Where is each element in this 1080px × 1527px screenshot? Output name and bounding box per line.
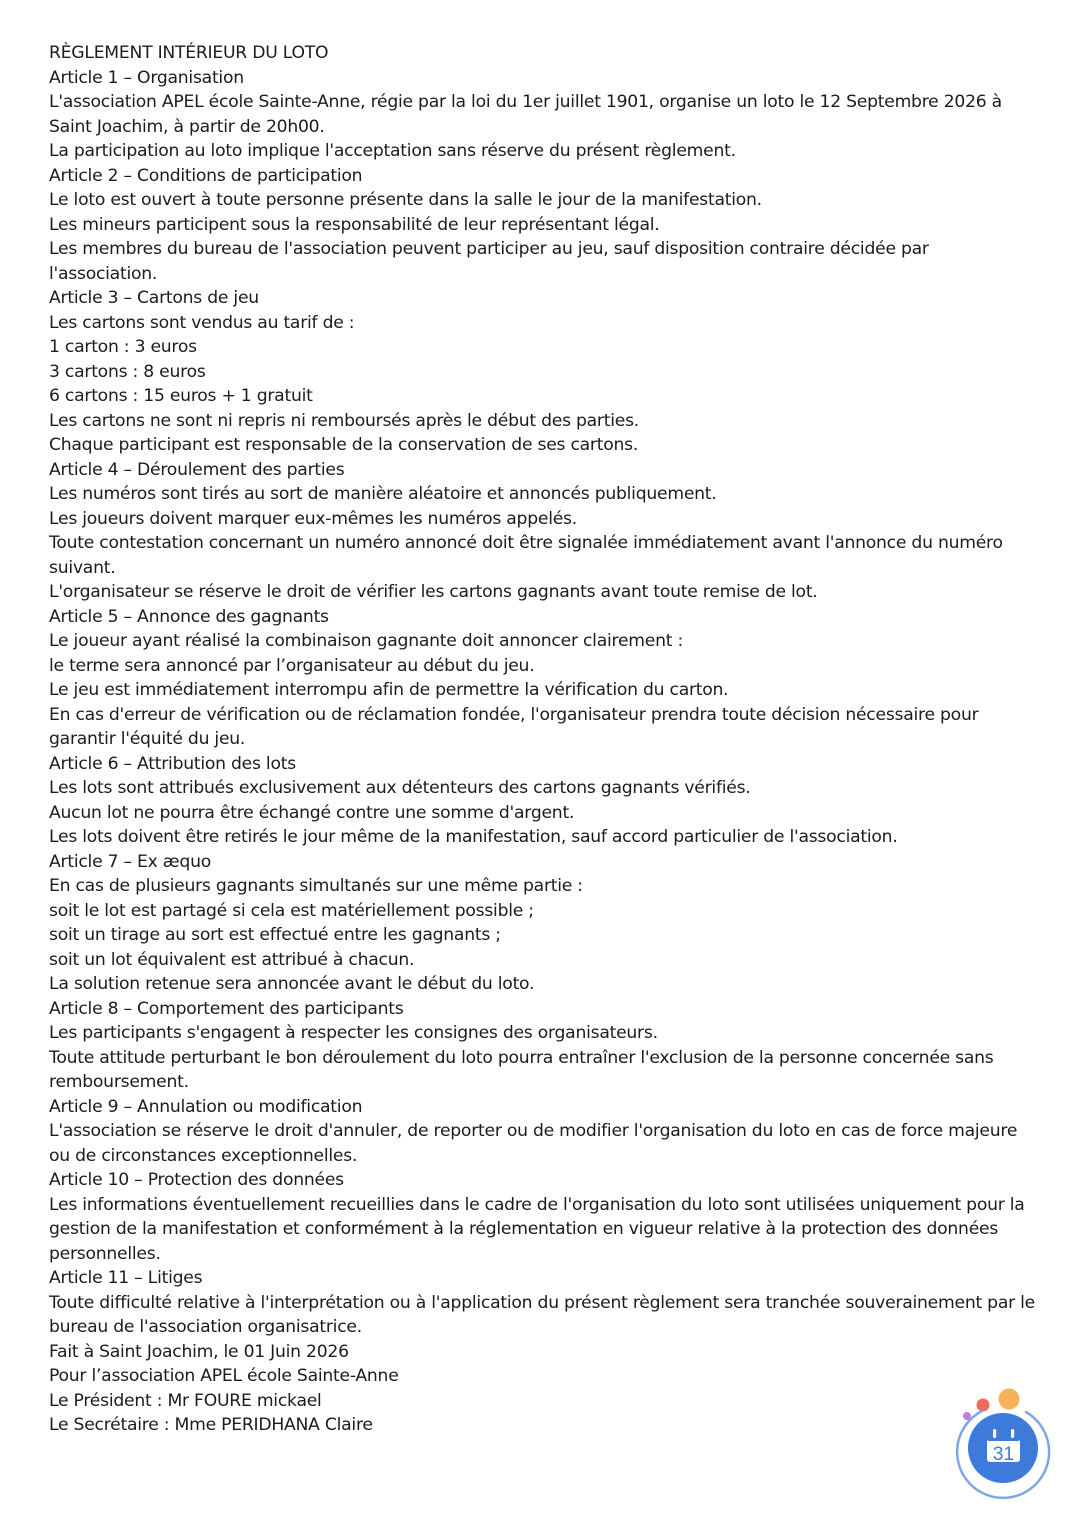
article-2-heading: Article 2 – Conditions de participation: [49, 165, 363, 186]
price-item: 1 carton : 3 euros: [49, 337, 197, 357]
rules-document: [49, 41, 1039, 1438]
calendar-icon: [948, 1382, 1058, 1500]
paragraph: Les membres du bureau de l'association peuvent participer au jeu, sauf disposition contraire décidée par l'association.: [49, 239, 929, 284]
paragraph: soit le lot est partagé si cela est matériellement possible ;: [49, 900, 534, 921]
paragraph: Les lots sont attribués exclusivement aux détenteurs des cartons gagnants vérifiés.: [49, 778, 751, 798]
calendar-ring-right: [1011, 1429, 1014, 1438]
price-item: 3 cartons : 8 euros: [49, 361, 206, 382]
paragraph: le terme sera annoncé par l’organisateur au début du jeu.: [49, 655, 535, 676]
paragraph: Aucun lot ne pourra être échangé contre une somme d'argent.: [49, 802, 575, 823]
article-3-heading: Article 3 – Cartons de jeu: [49, 288, 259, 308]
signature-president: Le Président : Mr FOURE mickael: [49, 1390, 322, 1411]
article-9-heading: Article 9 – Annulation ou modification: [49, 1096, 363, 1117]
price-item: 6 cartons : 15 euros + 1 gratuit: [49, 386, 313, 406]
paragraph: soit un lot équivalent est attribué à chacun.: [49, 949, 415, 970]
paragraph: La participation au loto implique l'acceptation sans réserve du présent règlement.: [49, 141, 736, 161]
paragraph: Le loto est ouvert à toute personne présente dans la salle le jour de la manifestation.: [49, 190, 762, 210]
calendar-ring-left: [993, 1429, 996, 1438]
paragraph: Chaque participant est responsable de la conservation de ses cartons.: [49, 435, 639, 455]
paragraph: Toute difficulté relative à l'interprétation ou à l'application du présent règlement sera tranchée souverainement par le bureau de l'association organisatrice.: [49, 1292, 1035, 1337]
paragraph: Toute attitude perturbant le bon déroulement du loto pourra entraîner l'exclusion de la personne concernée sans remboursement.: [49, 1047, 994, 1092]
paragraph: Les participants s'engagent à respecter les consignes des organisateurs.: [49, 1023, 658, 1043]
article-4-heading: Article 4 – Déroulement des parties: [49, 459, 345, 480]
paragraph: L'association se réserve le droit d'annuler, de reporter ou de modifier l'organisation du loto en cas de force majeure ou de circonstances exceptionnelles.: [49, 1121, 1018, 1166]
article-8-heading: Article 8 – Comportement des participants: [49, 998, 404, 1019]
article-11-heading: Article 11 – Litiges: [49, 1268, 203, 1288]
paragraph: Les cartons ne sont ni repris ni remboursés après le début des parties.: [49, 410, 640, 431]
paragraph: Toute contestation concernant un numéro annoncé doit être signalée immédiatement avant l'annonce du numéro suivant.: [49, 533, 1003, 578]
document-title: RÈGLEMENT INTÉRIEUR DU LOTO: [49, 43, 329, 63]
signature-secretary: Le Secrétaire : Mme PERIDHANA Claire: [49, 1415, 373, 1435]
paragraph: L'association APEL école Sainte-Anne, régie par la loi du 1er juillet 1901, organise un loto le 12 Septembre 2026 à Saint Joachim, à partir de 20h00.: [49, 92, 1002, 137]
calendar-header: [987, 1434, 1020, 1441]
article-1-heading: Article 1 – Organisation: [49, 67, 244, 88]
paragraph: Les numéros sont tirés au sort de manière aléatoire et annoncés publiquement.: [49, 484, 717, 504]
article-7-heading: Article 7 – Ex æquo: [49, 851, 211, 872]
paragraph: En cas d'erreur de vérification ou de réclamation fondée, l'organisateur prendra toute décision nécessaire pour garantir l'équité du jeu.: [49, 704, 979, 749]
paragraph: Les lots doivent être retirés le jour même de la manifestation, sauf accord particulier de l'association.: [49, 827, 898, 847]
paragraph: L'organisateur se réserve le droit de vérifier les cartons gagnants avant toute remise de lot.: [49, 582, 818, 602]
paragraph: Les cartons sont vendus au tarif de :: [49, 312, 355, 333]
signature-place-date: Fait à Saint Joachim, le 01 Juin 2026: [49, 1341, 349, 1362]
article-5-heading: Article 5 – Annonce des gagnants: [49, 606, 329, 627]
decorative-dot-medium: [977, 1399, 990, 1412]
decorative-dot-large: [999, 1389, 1020, 1410]
paragraph: En cas de plusieurs gagnants simultanés sur une même partie :: [49, 876, 583, 896]
paragraph: La solution retenue sera annoncée avant le début du loto.: [49, 974, 535, 994]
article-10-heading: Article 10 – Protection des données: [49, 1170, 344, 1190]
paragraph: Le jeu est immédiatement interrompu afin de permettre la vérification du carton.: [49, 680, 729, 700]
paragraph: Les joueurs doivent marquer eux-mêmes les numéros appelés.: [49, 508, 577, 529]
calendar-day-number: 31: [992, 1444, 1015, 1465]
article-6-heading: Article 6 – Attribution des lots: [49, 753, 296, 774]
calendar-badge[interactable]: [948, 1382, 1058, 1500]
signature-association: Pour l’association APEL école Sainte-Anne: [49, 1366, 399, 1386]
paragraph: soit un tirage au sort est effectué entre les gagnants ;: [49, 925, 501, 945]
paragraph: Le joueur ayant réalisé la combinaison gagnante doit annoncer clairement :: [49, 631, 683, 651]
paragraph: Les mineurs participent sous la responsabilité de leur représentant légal.: [49, 214, 660, 235]
paragraph: Les informations éventuellement recueillies dans le cadre de l'organisation du loto sont utilisées uniquement pour la gestion de la manifestation et conformément à la réglementation en vigueur relative à la protection des données personnelles.: [49, 1194, 1025, 1264]
